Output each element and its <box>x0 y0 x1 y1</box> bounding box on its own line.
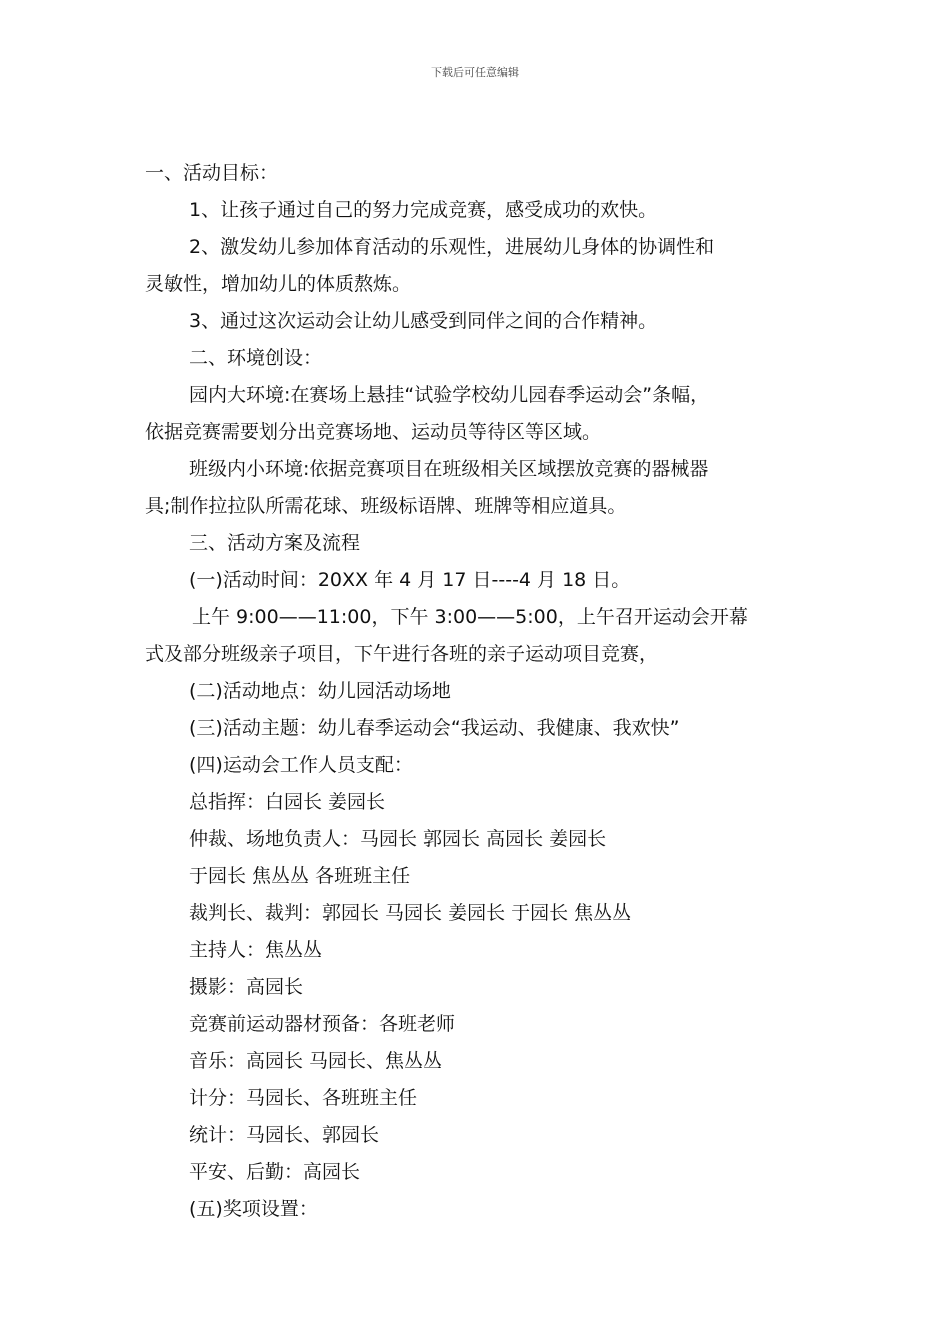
text-line: 1、让孩子通过自己的努力完成竞赛，感受成功的欢快。 <box>189 199 658 221</box>
text-line: 统计：马园长、郭园长 <box>189 1124 380 1146</box>
text-line: 仲裁、场地负责人：马园长 郭园长 高园长 姜园长 <box>189 828 607 850</box>
text-line: 摄影：高园长 <box>189 976 304 998</box>
text-line: 主持人：焦丛丛 <box>189 939 323 961</box>
text-line: 裁判长、裁判：郭园长 马园长 姜园长 于园长 焦丛丛 <box>189 902 632 924</box>
text-line: 一、活动目标： <box>145 162 279 184</box>
text-line: (四)运动会工作人员支配： <box>189 754 413 776</box>
text-line: 2、激发幼儿参加体育活动的乐观性，进展幼儿身体的协调性和 <box>189 236 715 258</box>
text-line: 园内大环境:在赛场上悬挂“试验学校幼儿园春季运动会”条幅， <box>189 384 710 406</box>
document-body <box>145 155 835 1228</box>
text-line: 班级内小环境:依据竞赛项目在班级相关区域摆放竞赛的器械器 <box>189 458 709 480</box>
text-line: 式及部分班级亲子项目，下午进行各班的亲子运动项目竞赛， <box>145 643 659 665</box>
text-line: 竞赛前运动器材预备：各班老师 <box>189 1013 456 1035</box>
text-line: 总指挥：白园长 姜园长 <box>189 791 386 813</box>
text-line: 灵敏性，增加幼儿的体质熬炼。 <box>145 273 412 295</box>
text-line: 平安、后勤：高园长 <box>189 1161 361 1183</box>
text-line: 于园长 焦丛丛 各班班主任 <box>189 865 411 887</box>
page-header: 下载后可任意编辑 <box>431 66 519 79</box>
text-line: (三)活动主题：幼儿春季运动会“我运动、我健康、我欢快” <box>189 717 680 739</box>
text-line: (二)活动地点：幼儿园活动场地 <box>189 680 451 702</box>
text-line: 计分：马园长、各班班主任 <box>189 1087 418 1109</box>
text-line: 上午 9:00——11:00，下午 3:00——5:00，上午召开运动会开幕 <box>192 606 748 628</box>
text-line: 音乐：高园长 马园长、焦丛丛 <box>189 1050 443 1072</box>
text-line: (一)活动时间：20XX 年 4 月 17 日----4 月 18 日。 <box>189 569 631 591</box>
text-line: 二、环境创设： <box>189 347 323 369</box>
text-line: (五)奖项设置： <box>189 1198 318 1220</box>
text-line: 三、活动方案及流程 <box>189 532 361 554</box>
text-line: 具;制作拉拉队所需花球、班级标语牌、班牌等相应道具。 <box>145 495 627 517</box>
text-line: 依据竞赛需要划分出竞赛场地、运动员等待区等区域。 <box>145 421 602 443</box>
text-line: 3、通过这次运动会让幼儿感受到同伴之间的合作精神。 <box>189 310 658 332</box>
